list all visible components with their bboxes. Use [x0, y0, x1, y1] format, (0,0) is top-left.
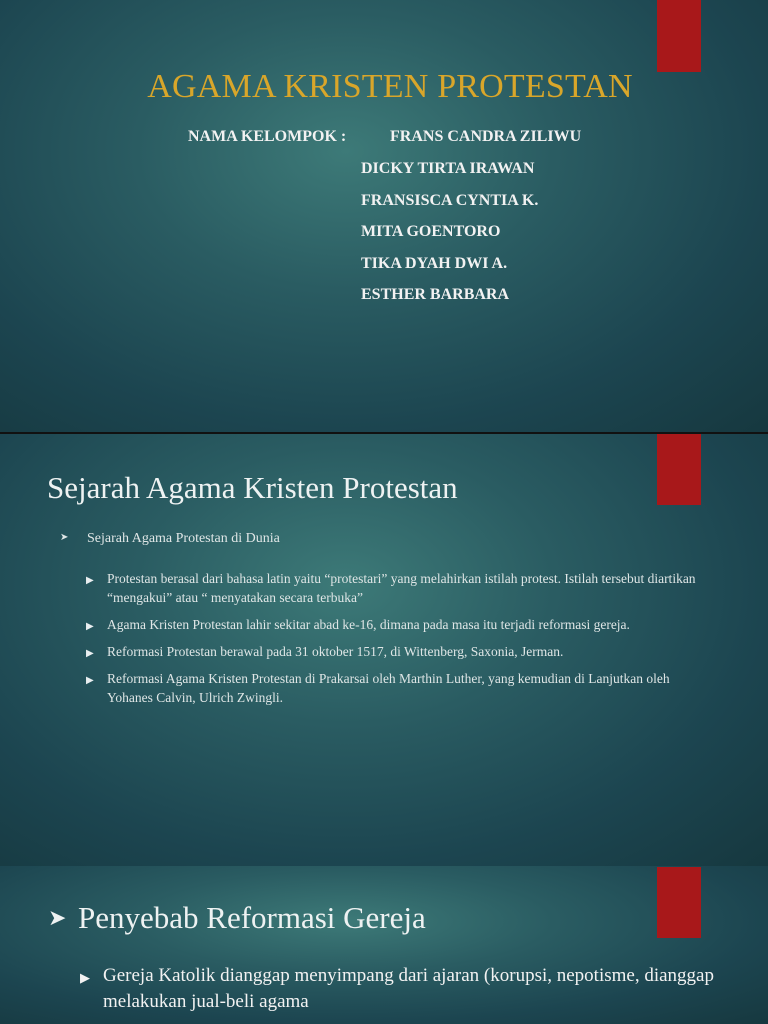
member-name: FRANSISCA CYNTIA K.	[361, 192, 539, 209]
accent-bar	[657, 434, 701, 505]
member-name: MITA GOENTORO	[361, 223, 501, 240]
triangle-bullet-icon: ▶	[80, 970, 90, 985]
triangle-bullet-icon: ▶	[86, 648, 94, 659]
arrow-bullet-icon: ➤	[60, 532, 69, 543]
slide-heading: Sejarah Agama Kristen Protestan	[47, 470, 458, 505]
list-item: ▶ Reformasi Protestan berawal pada 31 oktober 1517, di Wittenberg, Saxonia, Jerman.	[86, 642, 696, 661]
member-name: ESTHER BARBARA	[361, 286, 510, 303]
list-item: ▶ Protestan berasal dari bahasa latin yaitu “protestari” yang melahirkan istilah protest. Istilah tersebut diartikan “mengakui” atau “ menyatakan secara terbuka”	[86, 571, 696, 605]
list-item: ▶ Reformasi Agama Kristen Protestan di Prakarsai oleh Marthin Luther, yang kemudian di Lanjutkan oleh Yohanes Calvin, Ulrich Zwingli.	[86, 671, 670, 705]
group-label: NAMA KELOMPOK :	[188, 128, 347, 145]
triangle-bullet-icon: ▶	[86, 575, 94, 586]
slide-sejarah: Sejarah Agama Kristen Protestan ➤ Sejarah Agama Protestan di Dunia ▶ Protestan berasal dari bahasa latin yaitu “protestari” yang melahirkan istilah protest. Istilah tersebut diartikan “mengakui” atau “ menyatakan secara terbuka” ▶ Agama Kristen Protestan lahir sekitar abad ke-16, dimana pada masa itu terjadi reformasi gereja. ▶ Reformasi Protestan berawal pada 31 oktober 1517, di Wittenberg, Saxonia, Jerman. ▶ Reformasi Agama Kristen Protestan di Prakarsai oleh Marthin Luther, yang kemudian di Lanjutkan oleh Yohanes Calvin, Ulrich Zwingli.	[0, 434, 768, 866]
list-item: ▶ Agama Kristen Protestan lahir sekitar abad ke-16, dimana pada masa itu terjadi reformasi gereja.	[86, 615, 696, 634]
member-name: DICKY TIRTA IRAWAN	[361, 160, 535, 177]
slide-title	[0, 0, 768, 432]
slide-heading: ➤ Penyebab Reformasi Gereja	[48, 900, 426, 935]
triangle-bullet-icon: ▶	[86, 621, 94, 632]
member-name: FRANS CANDRA ZILIWU	[390, 128, 582, 145]
list-item: ▶ Gereja Katolik dianggap menyimpang dari ajaran (korupsi, nepotisme, dianggap melakukan jual-beli agama	[80, 965, 714, 1012]
slide-penyebab	[0, 866, 768, 1024]
member-name: TIKA DYAH DWI A.	[361, 255, 508, 272]
slide-title-heading: AGAMA KRISTEN PROTESTAN	[147, 68, 633, 105]
arrow-bullet-icon: ➤	[48, 905, 67, 930]
accent-bar	[657, 867, 701, 938]
accent-bar	[657, 0, 701, 72]
bullet-list	[86, 569, 696, 715]
triangle-bullet-icon: ▶	[86, 675, 94, 686]
